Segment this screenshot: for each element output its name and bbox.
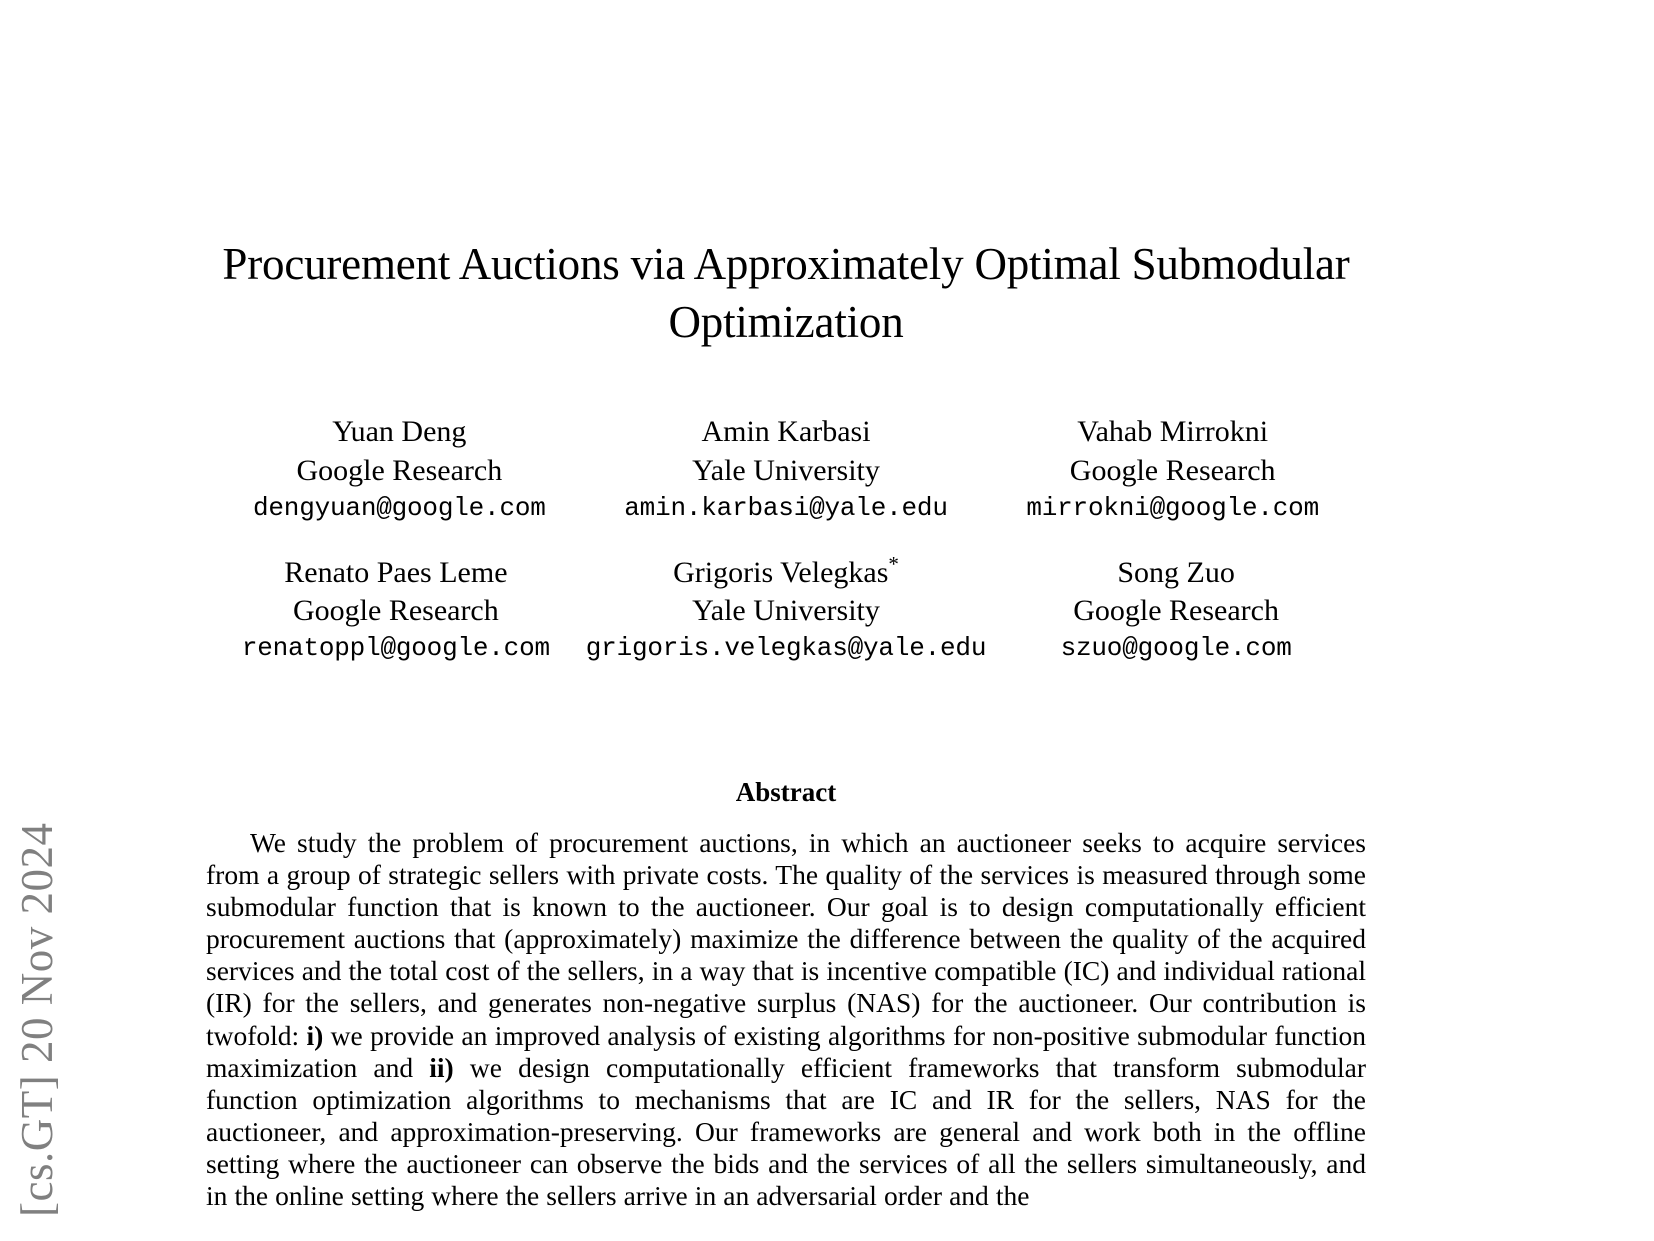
author-email[interactable]: szuo@google.com xyxy=(1060,633,1292,664)
abstract-marker-i: i) xyxy=(306,1019,324,1051)
author-name xyxy=(586,551,986,592)
abstract-body xyxy=(206,809,1366,1213)
author-name-text: Amin Karbasi xyxy=(701,415,871,449)
abstract-text-part-3: we design computationally efficient frameworks that transform submodular function optimization algorithms to mechanisms that are IC and IR for the sellers, NAS for the auctioneer, and approximation-preserving. Our frameworks are general and work both in the offline setting where the auctioneer can observe the bids and the services of all the sellers simultaneously, and in the online setting where the sellers arrive in an adversarial order and the xyxy=(206,1051,1366,1212)
author-affiliation: Google Research xyxy=(1073,594,1279,628)
abstract-marker-ii: ii) xyxy=(429,1051,454,1083)
author-name xyxy=(979,413,1366,451)
author-affiliation: Google Research xyxy=(293,594,499,628)
author-block-renato-paes-leme xyxy=(206,554,586,668)
author-name xyxy=(206,413,593,451)
author-name-text: Yuan Deng xyxy=(332,415,467,449)
abstract-text-part-2: we provide an improved analysis of existing algorithms for non-positive submodular function maximization and xyxy=(206,1019,1367,1083)
abstract-text-part-1: We study the problem of procurement auctions, in which an auctioneer seeks to acquire services from a group of strategic sellers with private costs. The quality of the services is measured through some submodular function that is known to the auctioneer. Our goal is to design computationally efficient procurement auctions that (approximately) maximize the difference between the quality of the acquired services and the total cost of the sellers, in a way that is incentive compatible (IC) and individual rational (IR) for the sellers, and generates non-negative surplus (NAS) for the auctioneer. Our contribution is twofold: xyxy=(206,826,1366,1051)
author-affiliation: Google Research xyxy=(296,453,503,487)
author-row-1 xyxy=(206,413,1366,527)
abstract-heading: Abstract xyxy=(735,777,837,808)
author-affiliation-mark: * xyxy=(888,551,899,576)
author-block-grigoris-velegkas xyxy=(585,551,987,668)
arxiv-margin-stamp xyxy=(0,0,120,1241)
author-name-text: Grigoris Velegkas xyxy=(673,555,889,589)
author-email[interactable]: dengyuan@google.com xyxy=(253,492,546,523)
page-title: Procurement Auctions via Approximately Optimal Submodular Optimization xyxy=(222,239,1350,347)
author-email[interactable]: grigoris.velegkas@yale.edu xyxy=(585,633,987,664)
author-block-vahab-mirrokni xyxy=(979,413,1366,527)
author-email[interactable]: renatoppl@google.com xyxy=(241,633,550,664)
author-email[interactable]: amin.karbasi@yale.edu xyxy=(624,492,948,523)
author-affiliation: Google Research xyxy=(1069,453,1276,487)
author-name xyxy=(206,554,586,592)
arxiv-stamp-text: [cs.GT] 20 Nov 2024 xyxy=(12,822,62,1217)
author-name-text: Song Zuo xyxy=(1117,555,1235,589)
author-name-text: Vahab Mirrokni xyxy=(1077,415,1269,449)
author-block-amin-karbasi xyxy=(593,413,980,527)
author-block-song-zuo xyxy=(986,554,1366,668)
author-name-text: Renato Paes Leme xyxy=(284,555,508,589)
author-name xyxy=(593,413,980,451)
author-affiliation: Yale University xyxy=(692,594,880,628)
author-email[interactable]: mirrokni@google.com xyxy=(1026,492,1319,523)
paper-page xyxy=(206,0,1366,1241)
author-affiliation: Yale University xyxy=(692,453,880,487)
author-row-2 xyxy=(206,551,1366,668)
author-block-yuan-deng xyxy=(206,413,593,527)
author-name xyxy=(986,554,1366,592)
